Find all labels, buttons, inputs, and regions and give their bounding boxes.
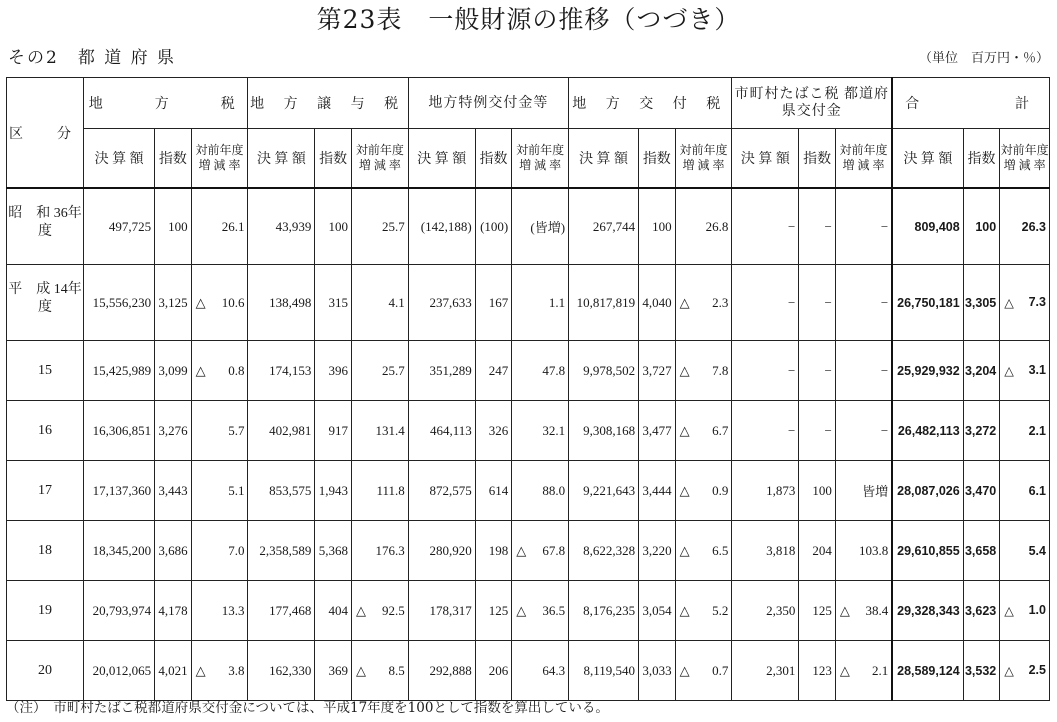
table-cell: 3,125: [155, 265, 192, 341]
table-subtitle: その2 都 道 府 県: [8, 48, 177, 68]
table-cell: −: [732, 188, 799, 265]
table-cell: 17,137,360: [84, 461, 155, 521]
table-cell: 20,793,974: [84, 581, 155, 641]
table-cell: 26,482,113: [892, 401, 963, 461]
table-cell: 26.1: [191, 188, 248, 265]
decrease-mark: △: [679, 662, 690, 678]
table-cell: 206: [475, 641, 512, 701]
subheader-index-5: 指数: [963, 129, 1000, 189]
decrease-mark: △: [355, 662, 366, 678]
table-cell: 29,328,343: [892, 581, 963, 641]
table-cell: 4,040: [639, 265, 676, 341]
table-cell: 3,272: [963, 401, 1000, 461]
table-cell: 167: [475, 265, 512, 341]
subheader-index-3: 指数: [639, 129, 676, 189]
rate-value: 92.5: [382, 602, 405, 618]
table-cell: 100: [963, 188, 1000, 265]
rate-value: 5.2: [712, 602, 729, 618]
table-cell: 614: [475, 461, 512, 521]
table-cell: [512, 521, 569, 581]
table-cell: [1000, 341, 1050, 401]
table-cell: [835, 641, 892, 701]
table-cell: 100: [315, 188, 352, 265]
table-cell: 5.7: [191, 401, 248, 461]
table-cell: 280,920: [408, 521, 475, 581]
table-cell: 16,306,851: [84, 401, 155, 461]
rate-value: 8.5: [388, 662, 405, 678]
table-cell: [191, 341, 248, 401]
table-cell: 872,575: [408, 461, 475, 521]
decrease-mark: △: [1004, 364, 1014, 378]
table-cell: 174,153: [248, 341, 315, 401]
table-cell: 125: [799, 581, 836, 641]
table-cell: [675, 461, 732, 521]
header-tokurei: 地方特例交付金等: [408, 78, 568, 129]
table-cell: 178,317: [408, 581, 475, 641]
decrease-mark: △: [679, 482, 690, 498]
header-koufuzei: 地 方 交 付 税: [569, 78, 732, 129]
table-cell: 15,425,989: [84, 341, 155, 401]
table-row: [7, 265, 1050, 341]
rate-value: 6.7: [712, 422, 729, 438]
subheader-index-1: 指数: [315, 129, 352, 189]
subheader-amount-1: 決 算 額: [248, 129, 315, 189]
table-cell: 4,021: [155, 641, 192, 701]
table-cell: 369: [315, 641, 352, 701]
subheader-rate-2: 対前年度 増 減 率: [512, 129, 569, 189]
row-label: 18: [7, 521, 84, 581]
rate-value: 2.5: [1028, 663, 1046, 677]
table-cell: 3,727: [639, 341, 676, 401]
table-cell: 111.8: [351, 461, 408, 521]
table-cell: 3,220: [639, 521, 676, 581]
row-label: 16: [7, 401, 84, 461]
table-cell: 8,119,540: [569, 641, 639, 701]
table-cell: 497,725: [84, 188, 155, 265]
row-label: 15: [7, 341, 84, 401]
table-cell: 3,818: [732, 521, 799, 581]
table-cell: 464,113: [408, 401, 475, 461]
table-cell: [351, 641, 408, 701]
table-cell: 176.3: [351, 521, 408, 581]
table-cell: 4.1: [351, 265, 408, 341]
rate-value: 0.8: [228, 362, 245, 378]
decrease-mark: △: [1004, 664, 1014, 678]
table-cell: 47.8: [512, 341, 569, 401]
subheader-rate-0: 対前年度 増 減 率: [191, 129, 248, 189]
table-cell: 351,289: [408, 341, 475, 401]
table-cell: 8,622,328: [569, 521, 639, 581]
rate-value: 1.0: [1028, 603, 1046, 617]
table-cell: 13.3: [191, 581, 248, 641]
header-tabakozei: 市町村たばこ税 都道府県交付金: [732, 78, 892, 129]
table-cell: 292,888: [408, 641, 475, 701]
table-cell: 103.8: [835, 521, 892, 581]
row-label: 昭 和 36年度: [7, 188, 84, 265]
table-body: [7, 188, 1050, 701]
table-cell: −: [732, 265, 799, 341]
table-cell: 853,575: [248, 461, 315, 521]
table-cell: −: [835, 188, 892, 265]
subheader-amount-2: 決 算 額: [408, 129, 475, 189]
table-cell: 3,532: [963, 641, 1000, 701]
table-cell: [675, 641, 732, 701]
table-cell: 2,350: [732, 581, 799, 641]
subheader-index-2: 指数: [475, 129, 512, 189]
row-label: 20: [7, 641, 84, 701]
table-cell: (皆増): [512, 188, 569, 265]
table-cell: 125: [475, 581, 512, 641]
table-title: 第23表 一般財源の推移（つづき）: [316, 5, 741, 34]
row-label: 平 成 14年度: [7, 265, 84, 341]
table-row: [7, 188, 1050, 265]
table-cell: 26.8: [675, 188, 732, 265]
decrease-mark: △: [195, 362, 206, 378]
table-cell: 28,087,026: [892, 461, 963, 521]
decrease-mark: △: [516, 542, 527, 558]
table-cell: 5,368: [315, 521, 352, 581]
table-cell: [1000, 581, 1050, 641]
table-cell: [835, 581, 892, 641]
rate-value: 2.3: [712, 294, 729, 310]
decrease-mark: △: [679, 294, 690, 310]
table-cell: 3,099: [155, 341, 192, 401]
table-cell: [675, 341, 732, 401]
table-row: [7, 341, 1050, 401]
decrease-mark: △: [679, 602, 690, 618]
table-row: [7, 401, 1050, 461]
table-cell: 43,939: [248, 188, 315, 265]
table-cell: 9,221,643: [569, 461, 639, 521]
table-cell: −: [799, 401, 836, 461]
footnote: （注） 市町村たばこ税都道府県交付金については、平成17年度を100として指数を算出している。: [6, 700, 609, 716]
rate-value: 7.3: [1028, 295, 1046, 309]
table-cell: 3,444: [639, 461, 676, 521]
table-cell: 3,477: [639, 401, 676, 461]
table-cell: 64.3: [512, 641, 569, 701]
table-cell: 25.7: [351, 341, 408, 401]
table-cell: 3,658: [963, 521, 1000, 581]
table-cell: 88.0: [512, 461, 569, 521]
decrease-mark: △: [839, 662, 850, 678]
table-cell: −: [799, 265, 836, 341]
table-cell: 18,345,200: [84, 521, 155, 581]
table-row: [7, 641, 1050, 701]
rate-value: 3.8: [228, 662, 245, 678]
finance-table: [6, 77, 1050, 701]
table-cell: 29,610,855: [892, 521, 963, 581]
table-cell: 3,204: [963, 341, 1000, 401]
table-cell: (142,188): [408, 188, 475, 265]
table-cell: 1,943: [315, 461, 352, 521]
subheader-amount-3: 決 算 額: [569, 129, 639, 189]
table-cell: 1.1: [512, 265, 569, 341]
rate-value: 0.9: [712, 482, 729, 498]
table-row: [7, 461, 1050, 521]
decrease-mark: △: [679, 422, 690, 438]
subheader-amount-4: 決 算 額: [732, 129, 799, 189]
table-cell: 3,623: [963, 581, 1000, 641]
table-cell: −: [732, 341, 799, 401]
rate-value: 7.8: [712, 362, 729, 378]
rate-value: 36.5: [542, 602, 566, 618]
subheader-amount-0: 決 算 額: [84, 129, 155, 189]
subheader-index-4: 指数: [799, 129, 836, 189]
table-cell: 1,873: [732, 461, 799, 521]
rate-value: 0.7: [712, 662, 729, 678]
table-cell: 8,176,235: [569, 581, 639, 641]
table-row: [7, 581, 1050, 641]
table-cell: 3,276: [155, 401, 192, 461]
table-cell: 917: [315, 401, 352, 461]
table-cell: [191, 265, 248, 341]
table-cell: 28,589,124: [892, 641, 963, 701]
subheader-rate-1: 対前年度 増 減 率: [351, 129, 408, 189]
table-cell: [1000, 265, 1050, 341]
table-cell: 138,498: [248, 265, 315, 341]
table-cell: 177,468: [248, 581, 315, 641]
table-cell: −: [799, 188, 836, 265]
table-cell: 809,408: [892, 188, 963, 265]
decrease-mark: △: [516, 602, 527, 618]
table-cell: 237,633: [408, 265, 475, 341]
table-cell: 9,308,168: [569, 401, 639, 461]
table-cell: −: [835, 341, 892, 401]
subheader-rate-4: 対前年度 増 減 率: [835, 129, 892, 189]
table-cell: 162,330: [248, 641, 315, 701]
decrease-mark: △: [839, 602, 850, 618]
table-cell: 皆増: [835, 461, 892, 521]
table-cell: 9,978,502: [569, 341, 639, 401]
table-cell: 2,301: [732, 641, 799, 701]
table-cell: [675, 265, 732, 341]
table-cell: −: [799, 341, 836, 401]
table-cell: 20,012,065: [84, 641, 155, 701]
table-cell: [351, 581, 408, 641]
table-cell: 131.4: [351, 401, 408, 461]
table-cell: 402,981: [248, 401, 315, 461]
decrease-mark: △: [195, 294, 206, 310]
table-cell: 3,686: [155, 521, 192, 581]
table-cell: 3,443: [155, 461, 192, 521]
table-cell: 2,358,589: [248, 521, 315, 581]
header-chihouzei: 地 方 税: [84, 78, 248, 129]
table-cell: [1000, 641, 1050, 701]
table-cell: 5.1: [191, 461, 248, 521]
table-cell: 3,305: [963, 265, 1000, 341]
rate-value: 6.5: [712, 542, 729, 558]
table-cell: 3,033: [639, 641, 676, 701]
table-cell: 10,817,819: [569, 265, 639, 341]
table-cell: 326: [475, 401, 512, 461]
row-label: 17: [7, 461, 84, 521]
table-cell: 100: [155, 188, 192, 265]
decrease-mark: △: [679, 542, 690, 558]
header-kubun: 区 分: [7, 78, 84, 189]
table-cell: [675, 581, 732, 641]
table-cell: 25,929,932: [892, 341, 963, 401]
table-cell: 247: [475, 341, 512, 401]
decrease-mark: △: [355, 602, 366, 618]
decrease-mark: △: [1004, 604, 1014, 618]
table-cell: 404: [315, 581, 352, 641]
table-cell: 26.3: [1000, 188, 1050, 265]
rate-value: 10.6: [221, 294, 245, 310]
table-cell: −: [732, 401, 799, 461]
rate-value: 38.4: [865, 602, 889, 618]
table-cell: [512, 581, 569, 641]
subheader-rate-3: 対前年度 増 減 率: [675, 129, 732, 189]
table-cell: 32.1: [512, 401, 569, 461]
subheader-rate-5: 対前年度 増 減 率: [1000, 129, 1050, 189]
table-cell: [675, 401, 732, 461]
table-cell: 3,054: [639, 581, 676, 641]
table-cell: 315: [315, 265, 352, 341]
header-total: 合 計: [892, 78, 1049, 129]
decrease-mark: △: [195, 662, 206, 678]
decrease-mark: △: [1004, 296, 1014, 310]
table-cell: 396: [315, 341, 352, 401]
table-cell: 204: [799, 521, 836, 581]
rate-value: 3.1: [1028, 363, 1046, 377]
table-cell: 5.4: [1000, 521, 1050, 581]
subheader-index-0: 指数: [155, 129, 192, 189]
table-cell: −: [835, 265, 892, 341]
table-cell: 3,470: [963, 461, 1000, 521]
table-cell: −: [835, 401, 892, 461]
table-cell: [675, 521, 732, 581]
table-cell: 4,178: [155, 581, 192, 641]
subheader-row: [7, 129, 1050, 189]
unit-label: （単位 百万円・％）: [918, 51, 1049, 66]
header-jouyozei: 地 方 譲 与 税: [248, 78, 408, 129]
table-cell: 6.1: [1000, 461, 1050, 521]
table-cell: (100): [475, 188, 512, 265]
table-cell: 267,744: [569, 188, 639, 265]
subheader-amount-5: 決 算 額: [892, 129, 963, 189]
table-cell: [191, 641, 248, 701]
table-cell: 100: [799, 461, 836, 521]
table-cell: 100: [639, 188, 676, 265]
row-label: 19: [7, 581, 84, 641]
table-cell: 123: [799, 641, 836, 701]
table-cell: 26,750,181: [892, 265, 963, 341]
decrease-mark: △: [679, 362, 690, 378]
table-cell: 7.0: [191, 521, 248, 581]
table-cell: 198: [475, 521, 512, 581]
table-cell: 25.7: [351, 188, 408, 265]
rate-value: 67.8: [542, 542, 566, 558]
table-row: [7, 521, 1050, 581]
table-cell: 15,556,230: [84, 265, 155, 341]
table-cell: 2.1: [1000, 401, 1050, 461]
rate-value: 2.1: [871, 662, 889, 678]
